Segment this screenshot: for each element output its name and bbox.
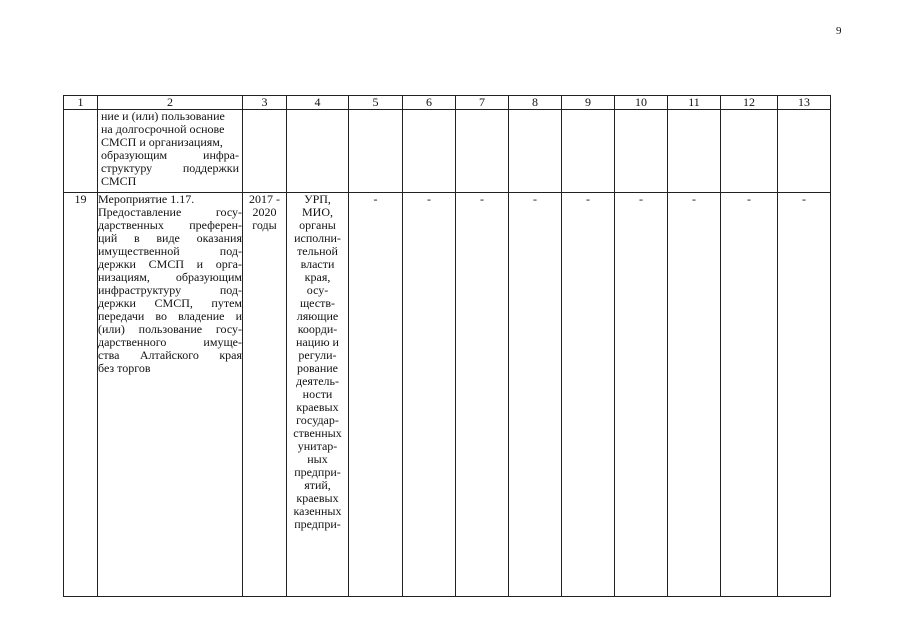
continuation-description-line: ние и (или) пользование [101,109,225,123]
column-header: 10 [615,96,668,110]
description-line: низациям, образующим [98,270,242,284]
description-line: держки СМСП, путем [98,296,242,310]
page-number: 9 [836,25,842,37]
description-line: ций в виде оказания [98,231,242,245]
table-cell [778,110,831,193]
continuation-description-line: на долгосрочной основе [101,122,225,136]
value-cell: - [403,193,456,597]
executor-line: ных [307,452,328,466]
description-line: дарственных преферен- [98,218,242,232]
period-cell [243,193,287,597]
description-line: дарственного имуще- [98,335,242,349]
value-cell: - [668,193,721,597]
table-cell [615,110,668,193]
column-header: 11 [668,96,721,110]
executor-line: исполни- [294,231,341,245]
column-header: 7 [456,96,509,110]
value-cell: - [509,193,562,597]
description-line: Предоставление госу- [98,205,242,219]
column-header: 4 [287,96,349,110]
executor-line: власти [300,257,335,271]
executor-line: нацию и [296,335,339,349]
description-line: Мероприятие 1.17. [98,192,195,206]
value-cell: - [562,193,615,597]
continuation-description-line: СМСП [101,174,137,188]
executor-line: коорди- [297,322,338,336]
table-cell [243,110,287,193]
table-cell [456,110,509,193]
table-cell [562,110,615,193]
value-cell: - [778,193,831,597]
executor-line: ществ- [299,296,336,310]
column-header: 8 [509,96,562,110]
table-cell [509,110,562,193]
column-header: 13 [778,96,831,110]
executor-line: осу- [306,283,329,297]
table-cell [287,110,349,193]
activities-table [63,95,831,597]
value-cell: - [721,193,778,597]
column-header: 3 [243,96,287,110]
executor-line: органы [299,218,336,232]
executor-line: регули- [298,348,337,362]
executor-line: ляющие [296,309,339,323]
executor-line: тельной [297,244,338,258]
value-cell: - [456,193,509,597]
executor-line: унитар- [297,439,338,453]
executor-line: краевых [296,400,339,414]
value-cell: - [349,193,403,597]
description-line: без торгов [98,361,151,375]
header-row [64,96,831,110]
executor-line: краевых [296,491,339,505]
executor-line: ности [302,387,333,401]
executor-line: предпри- [294,517,341,531]
column-header: 6 [403,96,456,110]
description-line: (или) пользование госу- [98,322,242,336]
executor-line: края, [304,270,331,284]
continuation-description-cell [98,110,243,193]
executor-cell [287,193,349,597]
table-row-19 [64,193,831,597]
description-line: инфраструктуру под- [98,283,242,297]
executor-line: ственных [293,426,342,440]
executor-line: УРП, [304,192,331,206]
value-cell: - [615,193,668,597]
continuation-description-line: СМСП и организациям, [101,135,223,149]
column-header: 2 [98,96,243,110]
continuation-description-line: образующим инфра- [101,148,239,162]
description-line: передачи во владение и [98,309,242,323]
table-row-continuation [64,110,831,193]
executor-line: казенных [293,504,342,518]
table-cell [721,110,778,193]
table-cell [64,110,98,193]
description-line: держки СМСП и орга- [98,257,242,271]
description-line: имущественной под- [98,244,242,258]
executor-line: государ- [296,413,339,427]
executor-line: деятель- [296,374,339,388]
executor-line: рование [296,361,338,375]
executor-line: МИО, [301,205,333,219]
measure-description-cell [98,193,243,597]
column-header: 12 [721,96,778,110]
period-line: 2020 [252,205,277,219]
column-header: 1 [64,96,98,110]
executor-line: ятий, [304,478,331,492]
period-line: 2017 - [249,192,280,206]
description-line: ства Алтайского края [98,348,242,362]
period-line: годы [252,218,277,232]
row-number-cell: 19 [64,193,98,597]
table-cell [403,110,456,193]
column-header: 5 [349,96,403,110]
table-cell [668,110,721,193]
executor-line: предпри- [294,465,341,479]
table-cell [349,110,403,193]
continuation-description-line: структуру поддержки [101,161,239,175]
column-header: 9 [562,96,615,110]
